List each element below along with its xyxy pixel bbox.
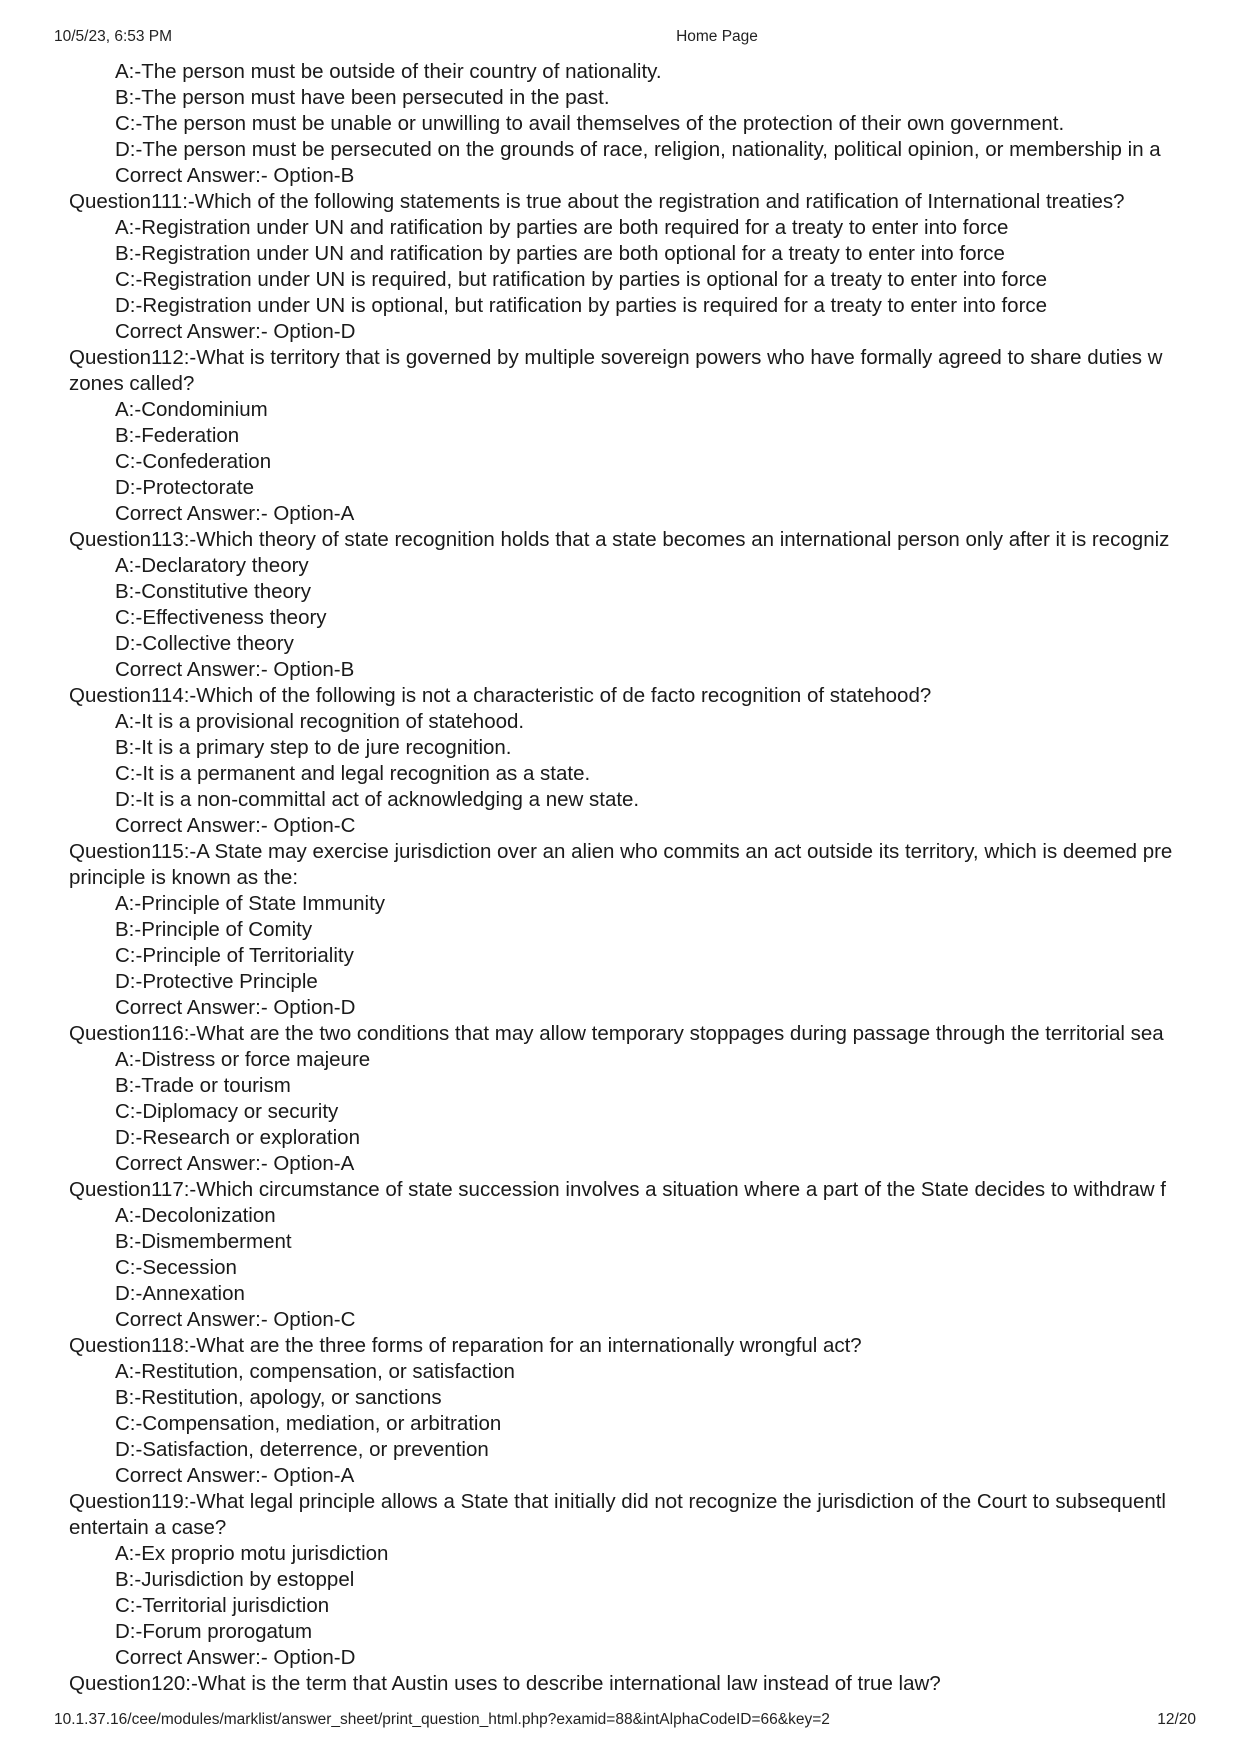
option-b: B:-It is a primary step to de jure recognition.	[115, 736, 512, 759]
option-b: B:-Dismemberment	[115, 1230, 292, 1253]
option-c: C:-Compensation, mediation, or arbitration	[115, 1412, 502, 1435]
option-b: B:-The person must have been persecuted in the past.	[115, 86, 610, 109]
option-a: A:-Ex proprio motu jurisdiction	[115, 1542, 389, 1565]
option-d: D:-Protective Principle	[115, 970, 318, 993]
question-text-continued: entertain a case?	[69, 1516, 227, 1539]
question-text: Question115:-A State may exercise jurisdiction over an alien who commits an act outside its territory, which is deemed pre	[69, 840, 1173, 863]
question-text: Question114:-Which of the following is not a characteristic of de facto recognition of statehood?	[69, 684, 932, 707]
option-c: C:-The person must be unable or unwilling to avail themselves of the protection of their own government.	[115, 112, 1065, 135]
correct-answer: Correct Answer:- Option-A	[115, 1152, 355, 1175]
question-text: Question117:-Which circumstance of state succession involves a situation where a part of the State decides to withdraw f	[69, 1178, 1166, 1201]
option-a: A:-Decolonization	[115, 1204, 276, 1227]
option-a: A:-Restitution, compensation, or satisfaction	[115, 1360, 515, 1383]
option-d: D:-Registration under UN is optional, but ratification by parties is required for a treaty to enter into force	[115, 294, 1048, 317]
option-d: D:-Annexation	[115, 1282, 245, 1305]
print-datetime: 10/5/23, 6:53 PM	[54, 28, 173, 45]
correct-answer: Correct Answer:- Option-C	[115, 814, 356, 837]
option-a: A:-Distress or force majeure	[115, 1048, 371, 1071]
page-title: Home Page	[676, 28, 758, 45]
option-c: C:-It is a permanent and legal recognition as a state.	[115, 762, 591, 785]
option-a: A:-It is a provisional recognition of statehood.	[115, 710, 525, 733]
correct-answer: Correct Answer:- Option-D	[115, 996, 356, 1019]
option-c: C:-Registration under UN is required, but ratification by parties is optional for a treaty to enter into force	[115, 268, 1048, 291]
question-text-continued: zones called?	[69, 372, 195, 395]
option-a: A:-Principle of State Immunity	[115, 892, 386, 915]
question-text: Question116:-What are the two conditions that may allow temporary stoppages during passage through the territorial sea	[69, 1022, 1164, 1045]
correct-answer: Correct Answer:- Option-A	[115, 1464, 355, 1487]
option-b: B:-Jurisdiction by estoppel	[115, 1568, 355, 1591]
option-c: C:-Confederation	[115, 450, 272, 473]
option-b: B:-Constitutive theory	[115, 580, 311, 603]
correct-answer: Correct Answer:- Option-A	[115, 502, 355, 525]
option-b: B:-Registration under UN and ratification by parties are both optional for a treaty to enter into force	[115, 242, 1005, 265]
question-text: Question120:-What is the term that Austin uses to describe international law instead of true law?	[69, 1672, 941, 1695]
option-b: B:-Restitution, apology, or sanctions	[115, 1386, 442, 1409]
option-b: B:-Principle of Comity	[115, 918, 313, 941]
option-b: B:-Trade or tourism	[115, 1074, 291, 1097]
option-b: B:-Federation	[115, 424, 240, 447]
correct-answer: Correct Answer:- Option-D	[115, 320, 356, 343]
option-d: D:-Collective theory	[115, 632, 294, 655]
option-d: D:-It is a non-committal act of acknowledging a new state.	[115, 788, 640, 811]
answer-sheet	[69, 59, 1190, 1699]
option-d: D:-Protectorate	[115, 476, 254, 499]
page-number: 12/20	[1157, 1711, 1196, 1728]
correct-answer: Correct Answer:- Option-B	[115, 658, 355, 681]
question-text-continued: principle is known as the:	[69, 866, 299, 889]
option-c: C:-Principle of Territoriality	[115, 944, 354, 967]
option-c: C:-Effectiveness theory	[115, 606, 327, 629]
option-c: C:-Secession	[115, 1256, 237, 1279]
option-a: A:-Registration under UN and ratification by parties are both required for a treaty to enter into force	[115, 216, 1009, 239]
option-d: D:-The person must be persecuted on the grounds of race, religion, nationality, political opinion, or membership in a	[115, 138, 1161, 161]
option-c: C:-Territorial jurisdiction	[115, 1594, 330, 1617]
correct-answer: Correct Answer:- Option-B	[115, 164, 355, 187]
page-url: 10.1.37.16/cee/modules/marklist/answer_sheet/print_question_html.php?examid=88&intAlphaCodeID=66&key=2	[54, 1711, 830, 1728]
question-text: Question112:-What is territory that is governed by multiple sovereign powers who have formally agreed to share duties w	[69, 346, 1163, 369]
question-text: Question113:-Which theory of state recognition holds that a state becomes an international person only after it is recogniz	[69, 528, 1170, 551]
option-a: A:-The person must be outside of their country of nationality.	[115, 60, 662, 83]
option-c: C:-Diplomacy or security	[115, 1100, 339, 1123]
option-a: A:-Condominium	[115, 398, 268, 421]
question-text: Question111:-Which of the following statements is true about the registration and ratification of International treaties?	[69, 190, 1125, 213]
correct-answer: Correct Answer:- Option-C	[115, 1308, 356, 1331]
question-text: Question119:-What legal principle allows a State that initially did not recognize the jurisdiction of the Court to subsequentl	[69, 1490, 1166, 1513]
correct-answer: Correct Answer:- Option-D	[115, 1646, 356, 1669]
question-text: Question118:-What are the three forms of reparation for an internationally wrongful act?	[69, 1334, 862, 1357]
option-d: D:-Satisfaction, deterrence, or prevention	[115, 1438, 489, 1461]
option-d: D:-Research or exploration	[115, 1126, 360, 1149]
option-d: D:-Forum prorogatum	[115, 1620, 313, 1643]
option-a: A:-Declaratory theory	[115, 554, 309, 577]
